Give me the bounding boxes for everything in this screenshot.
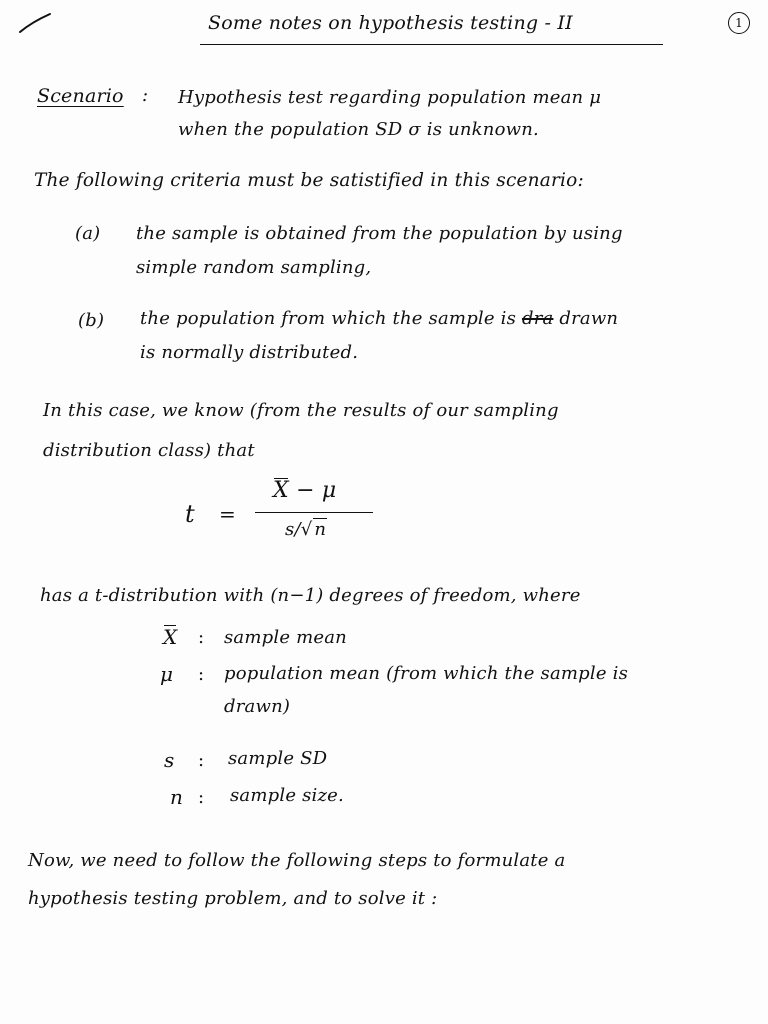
formula-equals: =	[219, 502, 236, 526]
criterion-a-marker: (a)	[75, 223, 101, 244]
definition-colon: :	[198, 627, 205, 648]
definition-text-xbar: sample mean	[224, 627, 347, 648]
scenario-label: Scenario	[37, 85, 124, 107]
formula-denominator-n: n	[314, 519, 327, 540]
title-underline	[200, 44, 663, 45]
criterion-b-line-1	[140, 308, 618, 330]
fraction-bar	[255, 512, 373, 513]
case-text-line-2: distribution class) that	[43, 440, 255, 461]
scenario-line-2: when the population SD σ is unknown.	[178, 119, 539, 140]
struck-out-word: dra	[521, 308, 554, 329]
criterion-a-line-1: the sample is obtained from the population by using	[136, 223, 623, 244]
formula-denominator	[285, 518, 327, 541]
definition-symbol-xbar	[163, 625, 177, 649]
definition-colon: :	[198, 664, 205, 685]
page-number: 1	[728, 12, 750, 34]
formula-lhs: t	[185, 500, 195, 528]
definition-symbol-s: s	[164, 748, 175, 772]
steps-text-line-1: Now, we need to follow the following steps to formulate a	[28, 850, 566, 871]
xbar-definition-symbol: X	[163, 625, 178, 649]
formula-denominator-slash: /	[294, 519, 301, 540]
definition-symbol-n: n	[170, 785, 184, 809]
scenario-line-1: Hypothesis test regarding population mean μ	[178, 87, 602, 108]
definition-symbol-mu: μ	[160, 662, 174, 686]
distribution-text: has a t-distribution with (n−1) degrees of freedom, where	[40, 585, 581, 606]
criterion-b-line-1-pre: the population from which the sample is	[140, 308, 522, 329]
criterion-b-line-2: is normally distributed.	[140, 342, 359, 363]
scenario-colon: :	[142, 85, 149, 106]
definition-colon: :	[198, 750, 205, 771]
xbar-symbol: X	[273, 478, 289, 503]
criterion-a-line-2: simple random sampling,	[136, 257, 372, 278]
formula-numerator	[273, 478, 336, 504]
definition-text-s: sample SD	[228, 748, 328, 769]
definition-text-mu-line-2: drawn)	[224, 696, 291, 717]
formula-denominator-s: s	[285, 519, 295, 540]
t-statistic-formula	[185, 478, 385, 558]
criteria-intro: The following criteria must be satistified in this scenario:	[34, 170, 584, 191]
definition-text-mu-line-1: population mean (from which the sample is	[224, 663, 629, 684]
case-text-line-1: In this case, we know (from the results of our sampling	[43, 400, 559, 421]
steps-text-line-2: hypothesis testing problem, and to solve it :	[28, 888, 438, 909]
formula-numerator-rest: − μ	[288, 478, 337, 503]
corner-tick-icon	[18, 12, 52, 34]
definition-text-n: sample size.	[230, 785, 344, 806]
criterion-b-marker: (b)	[78, 310, 105, 331]
criterion-b-line-1-post: drawn	[553, 308, 619, 329]
square-root-icon: √	[300, 519, 313, 540]
page-title: Some notes on hypothesis testing - II	[208, 12, 573, 34]
definition-colon: :	[198, 787, 205, 808]
